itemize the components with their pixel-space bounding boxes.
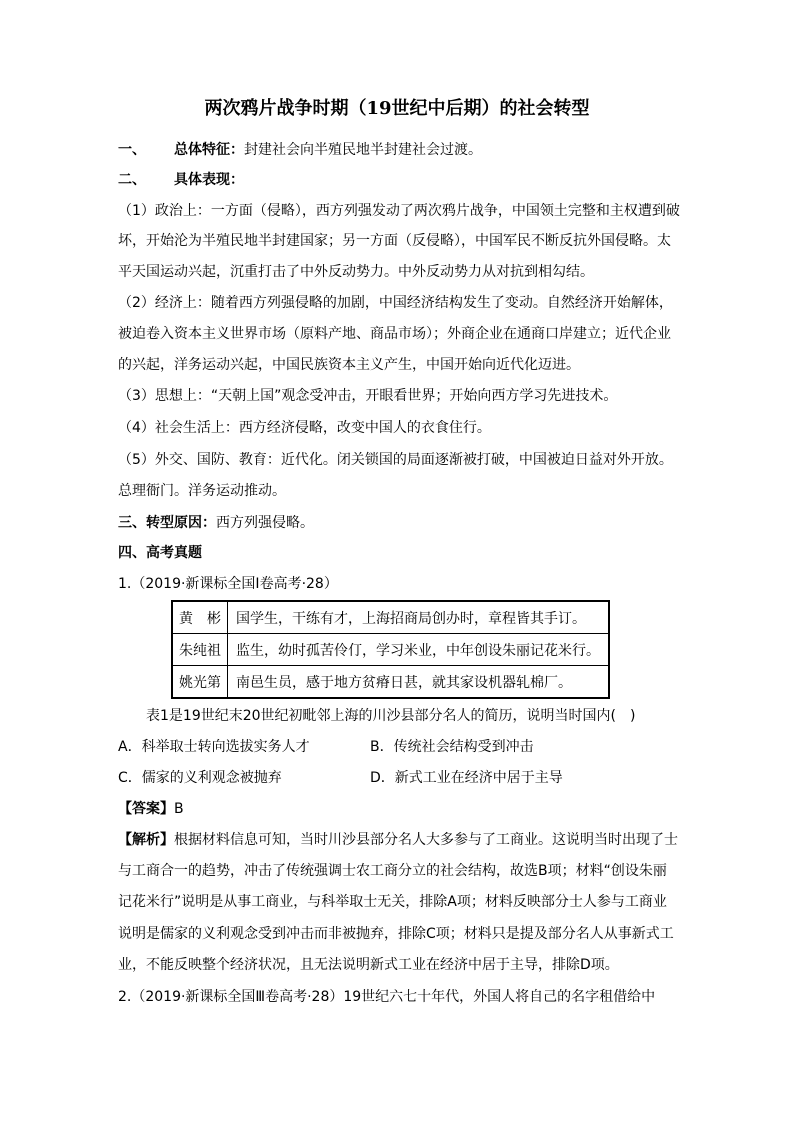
table-row [172,634,609,666]
answer-line [118,799,184,819]
question-2-source: 2.（2019·新课标全国Ⅲ卷高考·28） [118,989,344,1005]
section-2 [118,170,244,190]
analysis-line: 记花米行”说明是从事工商业，与科举取士无关，排除A项；材料反映部分士人参与工商业 [118,894,667,910]
table-row [172,601,609,634]
names-table [171,600,610,699]
section-2-number: 二、 [118,172,146,188]
analysis-line: 说明是儒家的义利观念受到冲击而非被抛弃，排除C项；材料只是提及部分名人从事新式工 [118,926,674,942]
section-1-label: 总体特征： [174,142,244,158]
option-d: D．新式工业在经济中居于主导 [370,770,563,786]
body-line: （1）政治上：一方面（侵略），西方列强发动了两次鸦片战争，中国领土完整和主权遭到破 [118,203,680,219]
body-line: （3）思想上：“天朝上国”观念受冲击，开眼看世界；开始向西方学习先进技术。 [118,388,618,404]
body-line: 坏，开始沦为半殖民地半封建国家；另一方面（反侵略），中国军民不断反抗外国侵略。太 [118,233,671,249]
body-line: 平天国运动兴起，沉重打击了中外反动势力。中外反动势力从对抗到相勾结。 [118,264,594,280]
section-3-text: 西方列强侵略。 [216,515,314,531]
question-2-text: 19世纪六七十年代，外国人将自己的名字租借给中 [343,989,656,1005]
answer-label: 【答案】 [118,801,174,817]
section-1-text: 封建社会向半殖民地半封建社会过渡。 [244,142,482,158]
option-a: A．科举取士转向选拔实务人才 [118,739,310,755]
question-1-source: 1.（2019·新课标全国Ⅰ卷高考·28） [118,576,338,592]
section-3-label: 三、转型原因： [118,515,216,531]
section-2-label: 具体表现： [174,172,244,188]
section-3 [118,513,314,533]
section-4-label: 四、高考真题 [118,545,202,561]
analysis-line: 业，不能反映整个经济状况，且无法说明新式工业在经济中居于主导，排除D项。 [118,957,619,973]
analysis-line [118,830,678,850]
table-cell-desc: 国学生，干练有才，上海招商局创办时，章程皆其手订。 [228,601,610,634]
table-cell-desc: 监生，幼时孤苦伶仃，学习米业，中年创设朱丽记花米行。 [228,634,610,666]
body-line: （4）社会生活上：西方经济侵略，改变中国人的衣食住行。 [118,420,491,436]
analysis-label: 【解析】 [118,832,174,848]
body-line: （5）外交、国防、教育：近代化。闭关锁国的局面逐渐被打破，中国被迫日益对外开放。 [118,452,673,468]
table-cell-name: 姚光第 [172,666,228,699]
question-2 [118,987,655,1007]
table-cell-desc: 南邑生员，感于地方贫瘠日甚，就其家设机器轧棉厂。 [228,666,610,699]
analysis-line: 与工商合一的趋势，冲击了传统强调士农工商分立的社会结构，故选B项；材料“创设朱丽 [118,863,667,879]
section-1-number: 一、 [118,142,146,158]
table-row [172,666,609,699]
body-line: 的兴起，洋务运动兴起，中国民族资本主义产生，中国开始向近代化迈进。 [118,357,580,373]
table-cell-name: 黄 彬 [172,601,228,634]
analysis-text: 根据材料信息可知，当时川沙县部分名人大多参与了工商业。这说明当时出现了士 [174,832,678,848]
option-b: B．传统社会结构受到冲击 [370,739,534,755]
option-c: C．儒家的义利观念被抛弃 [118,770,282,786]
section-4 [118,543,202,563]
table-cell-name: 朱纯祖 [172,634,228,666]
body-line: 总理衙门。洋务运动推动。 [118,483,286,499]
question-1-stem: 表1是19世纪末20世纪初毗邻上海的川沙县部分名人的简历，说明当时国内( ) [146,708,636,724]
body-line: （2）经济上：随着西方列强侵略的加剧，中国经济结构发生了变动。自然经济开始解体， [118,295,673,311]
body-line: 被迫卷入资本主义世界市场（原料产地、商品市场）；外商企业在通商口岸建立；近代企业 [118,326,671,342]
answer-value: B [174,801,184,817]
page-title: 两次鸦片战争时期（19世纪中后期）的社会转型 [204,98,590,119]
section-1 [118,140,482,160]
